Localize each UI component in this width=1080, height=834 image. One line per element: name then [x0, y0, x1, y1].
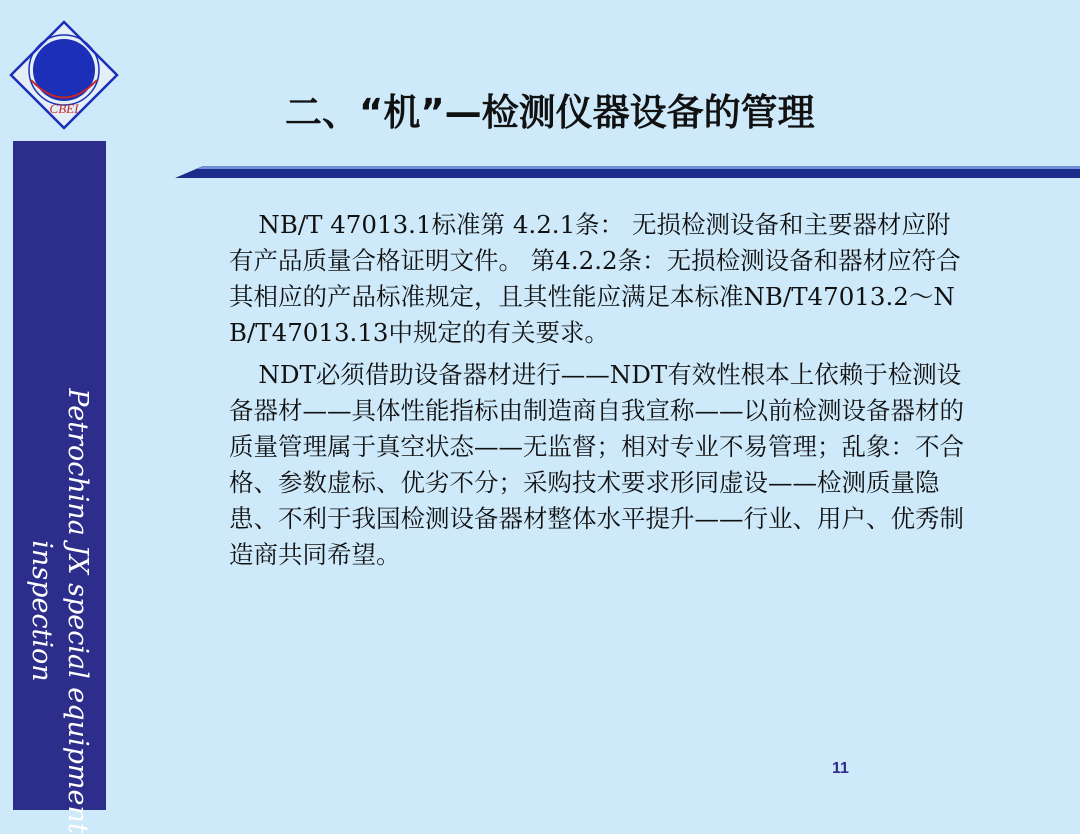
page-number: 11 [832, 760, 849, 777]
logo-lettering: CBEI [49, 101, 79, 116]
slide-title: 二、“机”—检测仪器设备的管理 [285, 91, 815, 134]
sidebar-vertical-text [23, 388, 95, 833]
slide-body [229, 207, 964, 579]
sidebar-line-1: Petrochina JX special equipment [62, 388, 93, 834]
sidebar-line-2: inspection [26, 540, 57, 682]
paragraph-standard-clauses: NB/T 47013.1标准第 4.2.1条： 无损检测设备和主要器材应附有产品质量合格证明文件。 第4.2.2条：无损检测设备和器材应符合其相应的产品标准规定，且其性能应满足本标准NB/T47013.2～NB/T47013.13中规定的有关要求。 [229, 210, 961, 347]
sidebar [13, 141, 106, 834]
cbei-logo [9, 20, 119, 130]
title-divider [175, 160, 1080, 180]
paragraph-ndt-equipment: NDT必须借助设备器材进行——NDT有效性根本上依赖于检测设备器材——具体性能指标由制造商自我宣称——以前检测设备器材的质量管理属于真空状态——无监督；相对专业不易管理；乱象：不合格、参数虚标、优劣不分；采购技术要求形同虚设——检测质量隐患、不利于我国检测设备器材整体水平提升——行业、用户、优秀制造商共同希望。 [229, 360, 964, 569]
